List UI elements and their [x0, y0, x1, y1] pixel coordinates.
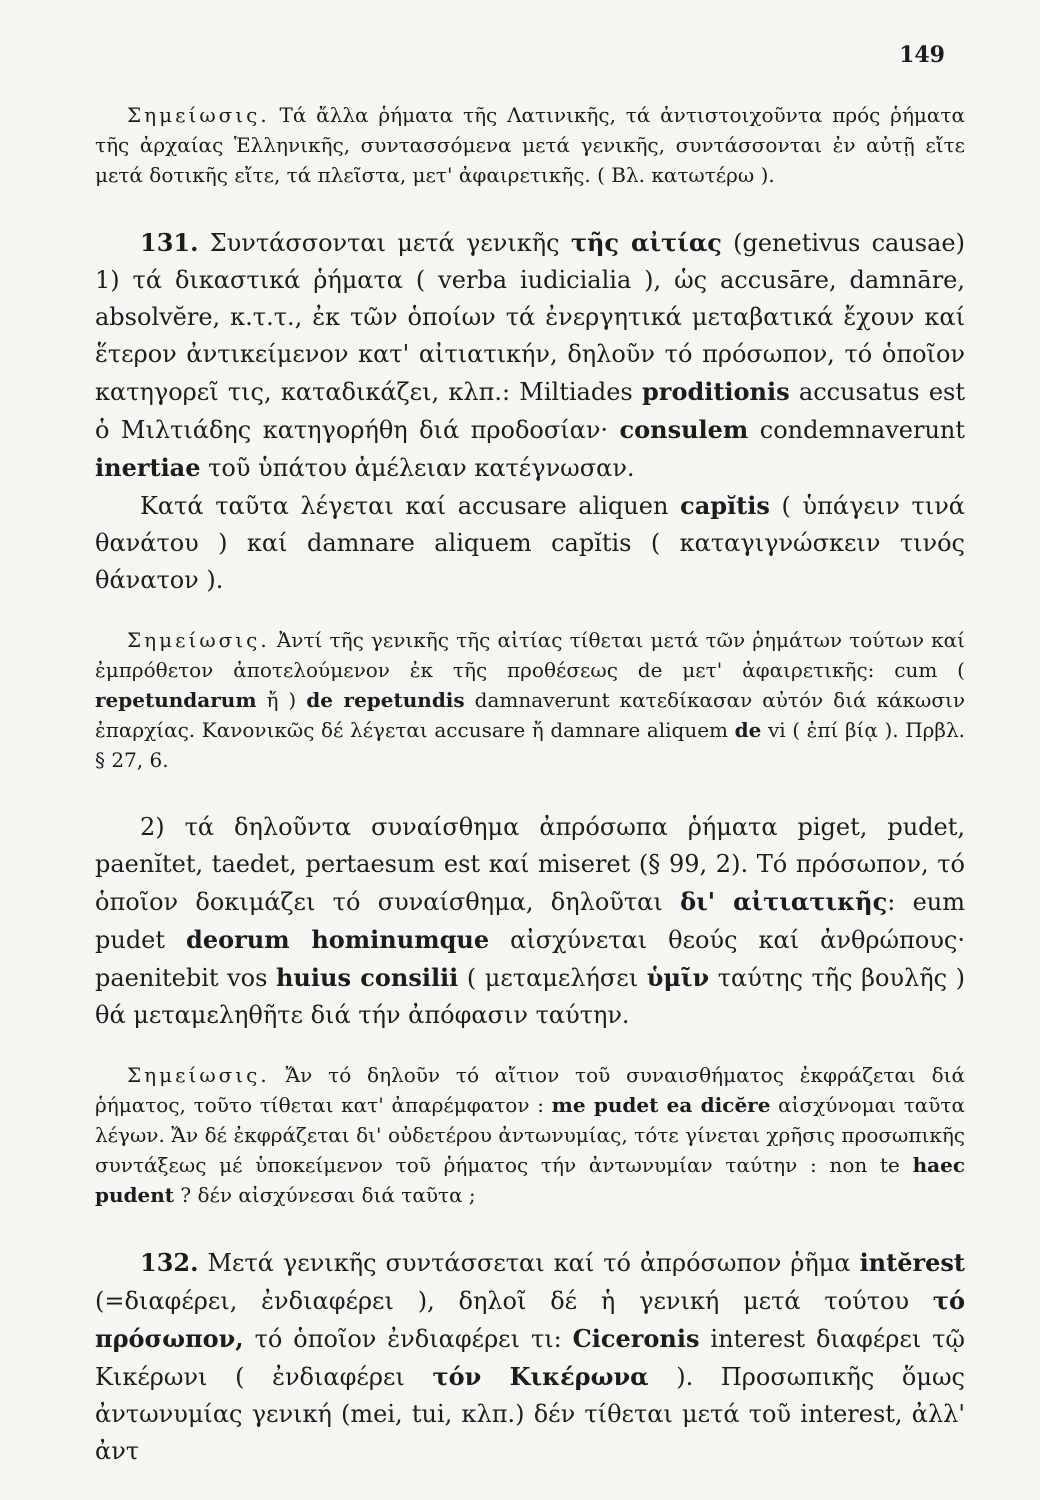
section-number: 131.	[140, 228, 199, 257]
note-paragraph-2: Σημείωσις. Ἀντί τῆς γενικῆς τῆς αἰτίας τίθεται μετά τῶν ῥημάτων τούτων καί ἐμπρόθετον ἀποτελούμενον ἐκ τῆς προθέσεως de μετ' ἀφαιρετικῆς: cum ( repetundarum ἤ ) de repetundis damnaverunt κατεδίκασαν αὐτόν διά κάκωσιν ἐπαρχίας. Κανονικῶς δέ λέγεται accusare ἤ damnare aliquem de vi ( ἐπί βίᾳ ). Πρβλ. § 27, 6.	[95, 628, 966, 772]
note-label: Σημείωσις.	[127, 1063, 270, 1087]
paragraph-2-impersonal-verbs: 2) τά δηλοῦντα συναίσθημα ἀπρόσωπα ῥήματα piget, pudet, paenĭtet, taedet, pertaesum est καί miseret (§ 99, 2). Τό πρόσωπον, τό ὁποῖον δοκιμάζει τό συναίσθημα, δηλοῦται δι' αἰτιατικῆς: eum pudet deorum hominumque αἰσχύνεται θεούς καί ἀνθρώπους· paenitebit vos huius consilii ( μεταμελήσει ὑμῖν ταύτης τῆς βουλῆς ) θά μεταμεληθῆτε διά τήν ἀπόφασιν ταύτην.	[95, 813, 965, 1029]
section-131: 131. Συντάσσονται μετά γενικῆς τῆς αἰτίας (genetivus causae) 1) τά δικαστικά ῥήματα ( verba iudicialia ), ὡς accusāre, damnāre, absolvĕre, κ.τ.τ., ἐκ τῶν ὁποίων τά ἐνεργητικά μεταβατικά ἔχουν καί ἕτερον ἀντικείμενον κατ' αἰτιατικήν, δηλοῦν τό πρόσωπον, τό ὁποῖον κατηγορεῖ τις, καταδικάζει, κλπ.: Miltiades proditionis accusatus est ὁ Μιλτιάδης κατηγορήθη διά προδοσίαν· consulem condemnaverunt inertiae τοῦ ὑπάτου ἀμέλειαν κατέγνωσαν.	[95, 228, 965, 482]
page-number: 149	[899, 42, 945, 68]
note-text: Τά ἄλλα ῥήματα τῆς Λατινικῆς, τά ἀντιστοιχοῦντα πρός ῥήματα τῆς ἀρχαίας Ἑλληνικῆς, συντασσόμενα μετά γενικῆς, συντάσσονται ἐν αὐτῇ εἴτε μετά δοτικῆς εἴτε, τά πλεῖστα, μετ' ἀφαιρετικῆς. ( Βλ. κατωτέρω ).	[95, 103, 965, 187]
note-paragraph-1	[95, 100, 965, 190]
section-132: 132. Μετά γενικῆς συντάσσεται καί τό ἀπρόσωπον ῥῆμα intĕrest (=διαφέρει, ἐνδιαφέρει ), δηλοῖ δέ ἡ γενική μετά τούτου τό πρόσωπον, τό ὁποῖον ἐνδιαφέρει τι: Ciceronis interest διαφέρει τῷ Κικέρωνι ( ἐνδιαφέρει τόν Κικέρωνα ). Προσωπικῆς ὅμως ἀντωνυμίας γενική (mei, tui, κλπ.) δέν τίθεται μετά τοῦ interest, ἀλλ' ἀντ	[95, 1248, 965, 1465]
section-number: 132.	[140, 1248, 199, 1277]
paragraph-kata-tauta: Κατά ταῦτα λέγεται καί accusare aliquen capĭtis ( ὑπάγειν τινά θανάτου ) καί damnare aliquem capĭtis ( καταγιγνώσκειν τινός θάνατον ).	[95, 491, 965, 594]
note-paragraph-3: Σημείωσις. Ἄν τό δηλοῦν τό αἴτιον τοῦ συναισθήματος ἐκφράζεται διά ῥήματος, τοῦτο τίθεται κατ' ἀπαρέμφατον : me pudet ea dicĕre αἰσχύνομαι ταῦτα λέγων. Ἄν δέ ἐκφράζεται δι' οὐδετέρου ἀντωνυμίας, τότε γίνεται χρῆσις προσωπικῆς συντάξεως μέ ὑποκείμενον τοῦ ῥήματος τήν ἀντωνυμίαν ταύτην : non te haec pudent ? δέν αἰσχύνεσαι διά ταῦτα ;	[95, 1063, 966, 1207]
note-label: Σημείωσις.	[127, 628, 270, 652]
page-body	[95, 100, 965, 1470]
note-label: Σημείωσις.	[127, 103, 270, 127]
